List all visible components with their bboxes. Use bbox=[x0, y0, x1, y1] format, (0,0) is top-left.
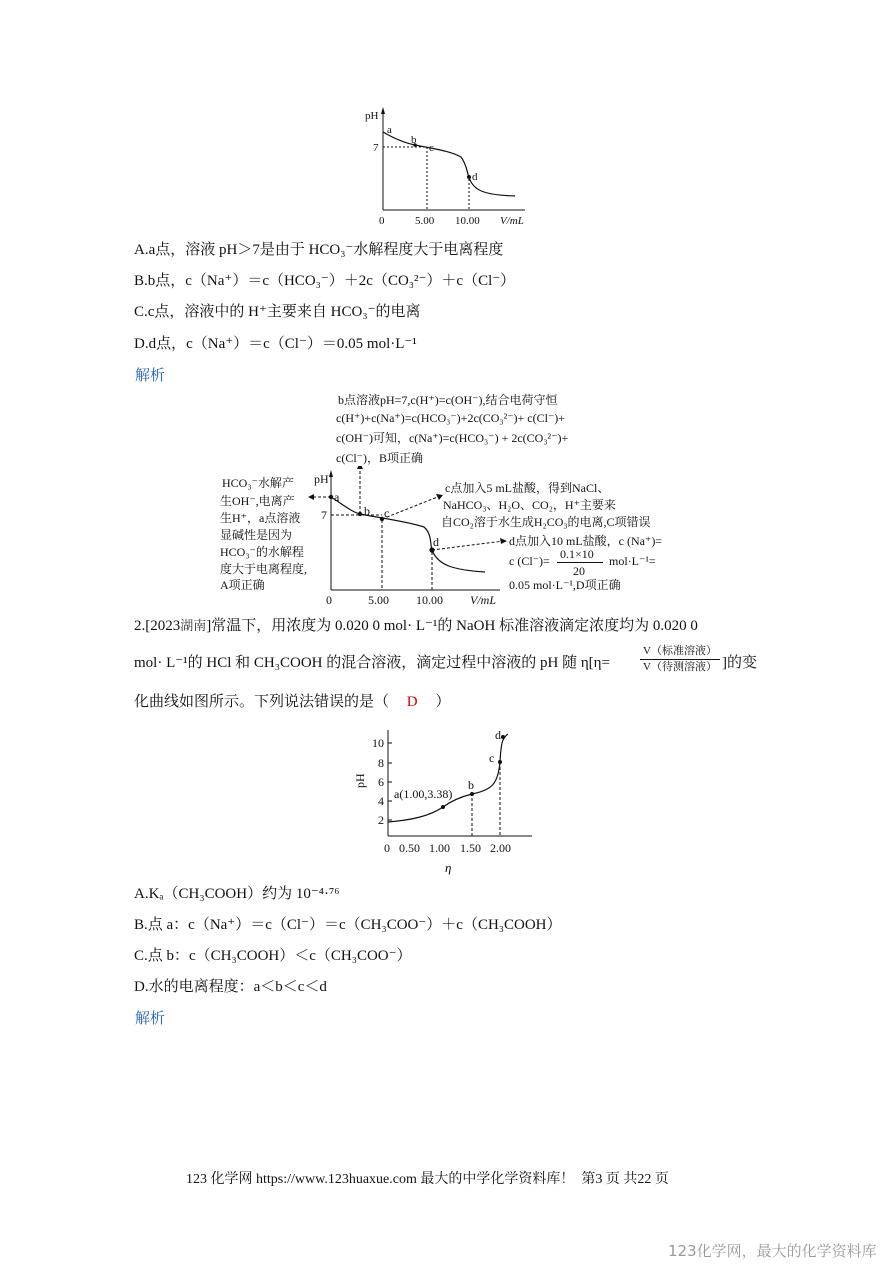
q2-line-2-end: ]的变 bbox=[722, 655, 757, 671]
analysis1-d-frac-den: 20 bbox=[573, 564, 585, 578]
q2-line-2 bbox=[134, 653, 610, 673]
q2-line-1-rest: ]常温下，用浓度为 0.020 0 mol· L⁻¹的 NaOH 标准溶液滴定浓度均为 0.020 0 bbox=[206, 618, 698, 634]
q2-line-1 bbox=[134, 616, 698, 637]
q1-option-b: B.b点，c（Na⁺）＝c（HCO₃⁻）＋2c（CO₃²⁻）＋c（Cl⁻） bbox=[134, 273, 516, 289]
q2-x-tick-050: 0.50 bbox=[399, 841, 420, 855]
q2-line-3-start: 化曲线如图所示。下列说法错误的是（ bbox=[134, 694, 390, 710]
q2-point-a-label: a(1.00,3.38) bbox=[394, 787, 453, 801]
q1-x-tick-10: 10.00 bbox=[455, 215, 480, 227]
q1-titration-graph bbox=[355, 105, 535, 230]
q1-option-d: D.d点，c（Na⁺）＝c（Cl⁻）＝0.05 mol·L⁻¹ bbox=[134, 336, 417, 352]
q2-point-c: c bbox=[489, 751, 495, 765]
q2-y-label: pH bbox=[353, 773, 367, 788]
analysis1-point-c: c bbox=[384, 506, 390, 520]
q2-point-b: b bbox=[468, 778, 474, 792]
analysis1-d-line-1: d点加入10 mL盐酸，c (Na⁺)= bbox=[509, 534, 663, 548]
q2-answer: D bbox=[406, 694, 418, 710]
analysis1-point-a: a bbox=[334, 490, 340, 504]
q2-analysis-link[interactable]: 解析 bbox=[135, 1011, 166, 1027]
analysis1-d-line-3: mol·L⁻¹= bbox=[609, 554, 656, 568]
q1-analysis-link[interactable]: 解析 bbox=[135, 368, 166, 384]
q2-option-c: C.点 b：c（CH₃COOH）＜c（CH₃COO⁻） bbox=[134, 948, 412, 964]
q1-x-tick-0: 0 bbox=[379, 215, 385, 227]
analysis1-y-label: pH bbox=[314, 472, 329, 486]
analysis1-d-line-2: c (Cl⁻)= bbox=[509, 554, 550, 568]
q2-point-d: d bbox=[495, 728, 501, 742]
q1-y-label: pH bbox=[365, 110, 379, 122]
q2-region-stamp: 湖南 bbox=[180, 619, 207, 634]
q1-x-unit: V/mL bbox=[500, 215, 524, 227]
q1-option-a: A.a点，溶液 pH＞7是由于 HCO₃⁻水解程度大于电离程度 bbox=[134, 242, 504, 258]
analysis1-top-line-1: b点溶液pH=7,c(H⁺)=c(OH⁻),结合电荷守恒 bbox=[338, 393, 558, 407]
q2-y-tick-6: 6 bbox=[378, 775, 384, 789]
analysis1-top-line-3: c(OH⁻)可知，c(Na⁺)=c(HCO₃⁻) + 2c(CO₃²⁻)+ bbox=[336, 431, 569, 445]
q2-titration-graph bbox=[352, 726, 537, 876]
q2-line-3-end: ） bbox=[435, 694, 451, 710]
analysis1-y-tick-7: 7 bbox=[321, 508, 327, 522]
q2-number: 2.[2023 bbox=[134, 618, 181, 634]
analysis1-x-tick-5: 5.00 bbox=[368, 593, 389, 607]
analysis1-point-b: b bbox=[364, 504, 370, 518]
analysis1-point-d: d bbox=[433, 535, 439, 549]
q2-x-tick-200: 2.00 bbox=[490, 841, 511, 855]
q2-option-b: B.点 a：c（Na⁺）＝c（Cl⁻）＝c（CH₃COO⁻）＋c（CH₃COOH） bbox=[134, 917, 562, 933]
q2-frac-num: V（标准溶液） bbox=[643, 645, 717, 657]
q1-point-d: d bbox=[472, 171, 478, 183]
analysis1-curve bbox=[331, 497, 485, 572]
q2-option-d: D.水的电离程度：a＜b＜c＜d bbox=[134, 979, 327, 995]
q1-y-tick-7: 7 bbox=[373, 142, 379, 154]
analysis1-left-line-4: 显碱性是因为 bbox=[220, 528, 293, 542]
q2-x-tick-100: 1.00 bbox=[429, 841, 450, 855]
q2-y-tick-10: 10 bbox=[372, 736, 384, 750]
analysis1-left-line-2: 生OH⁻,电离产 bbox=[220, 494, 295, 508]
page-footer: 123 化学网 https://www.123huaxue.com 最大的中学化学资料库！ 第3 页 共22 页 bbox=[186, 1172, 669, 1187]
q2-x-tick-150: 1.50 bbox=[460, 841, 481, 855]
q1-curve bbox=[383, 132, 515, 196]
analysis1-x-unit: V/mL bbox=[470, 593, 497, 607]
analysis1-left-line-7: A项正确 bbox=[220, 578, 265, 592]
analysis1-left-line-3: 生H⁺，a点溶液 bbox=[220, 511, 301, 525]
q2-y-tick-4: 4 bbox=[378, 794, 384, 808]
q2-y-tick-2: 2 bbox=[378, 813, 384, 827]
q2-option-a: A.Kₐ（CH₃COOH）约为 10⁻⁴·⁷⁶ bbox=[134, 886, 340, 902]
q1-option-c: C.c点，溶液中的 H⁺主要来自 HCO₃⁻的电离 bbox=[134, 304, 421, 320]
q2-x-tick-0: 0 bbox=[384, 841, 390, 855]
analysis1-d-line-4: 0.05 mol·L⁻¹,D项正确 bbox=[509, 578, 621, 592]
q2-fraction bbox=[640, 645, 720, 674]
q2-x-label: η bbox=[445, 860, 452, 875]
q1-x-tick-5: 5.00 bbox=[415, 215, 435, 227]
analysis1-c-line-2: NaHCO₃、H₂O、CO₂，H⁺主要来 bbox=[443, 498, 616, 512]
analysis1-d-frac-bar bbox=[557, 562, 603, 563]
analysis1-c-line-1: c点加入5 mL盐酸，得到NaCl、 bbox=[445, 481, 610, 495]
analysis1-top-line-2: c(H⁺)+c(Na⁺)=c(HCO₃⁻)+2c(CO₃²⁻)+ c(Cl⁻)+ bbox=[336, 411, 566, 425]
analysis1-x-tick-10: 10.00 bbox=[416, 593, 443, 607]
q1-point-c: c bbox=[429, 142, 434, 154]
q2-line-3 bbox=[134, 692, 450, 712]
analysis1-graph bbox=[300, 466, 515, 610]
analysis1-left-line-6: 度大于电离程度, bbox=[220, 562, 308, 576]
analysis1-left-line-1: HCO₃⁻水解产 bbox=[222, 476, 294, 490]
q2-curve bbox=[388, 734, 508, 822]
q2-y-tick-8: 8 bbox=[378, 756, 384, 770]
analysis1-left-line-5: HCO₃⁻的水解程 bbox=[220, 545, 304, 559]
analysis1-d-frac-num: 0.1×10 bbox=[560, 547, 594, 561]
watermark: 123化学网，最大的化学资料库 bbox=[668, 1242, 877, 1260]
q1-point-a: a bbox=[387, 124, 392, 136]
q2-frac-bar bbox=[640, 659, 720, 660]
q2-line-2-start: mol· L⁻¹的 HCl 和 CH₃COOH 的混合溶液，滴定过程中溶液的 pH 随 η[η= bbox=[134, 655, 610, 671]
analysis1-c-line-3: 自CO₂溶于水生成H₂CO₃的电离,C项错误 bbox=[441, 515, 651, 529]
analysis1-x-tick-0: 0 bbox=[326, 593, 332, 607]
q2-frac-den: V（待测溶液） bbox=[643, 661, 717, 673]
q1-point-b: b bbox=[411, 134, 417, 146]
analysis1-top-line-4: c(Cl⁻)，B项正确 bbox=[336, 451, 423, 465]
